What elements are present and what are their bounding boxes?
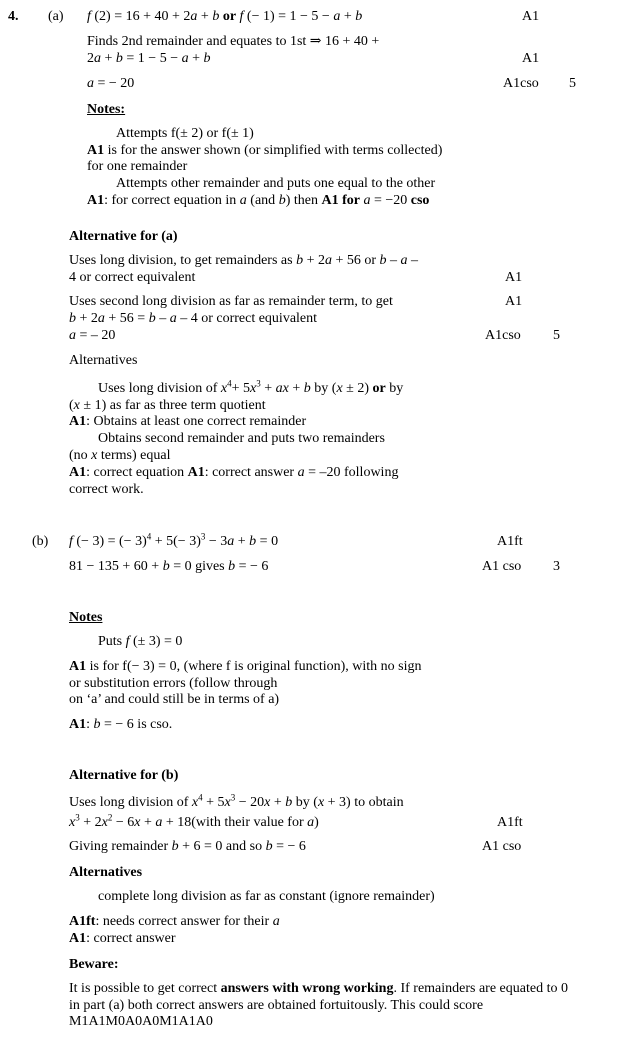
alt-b-alt-3: A1: correct answer (69, 931, 176, 946)
alt-b-alt-1: complete long division as far as constant (ignore remainder) (98, 889, 435, 904)
part-a-line1: f (2) = 16 + 40 + 2a + b or f (− 1) = 1 − 5 − a + b (87, 9, 363, 24)
alt-b-line1: Uses long division of $x^4 + 5x^3 - 20x + b$ by (x + 3) to obtain (69, 792, 404, 810)
mark-a-3: A1cso (503, 76, 539, 91)
part-b-line1: f (− 3) = (− $3)^4 + 5(- 3)^3 - 3a + b = 0$ (69, 531, 279, 549)
note-b-1: Puts f (± 3) = 0 (98, 634, 183, 649)
note-b-5: A1: b = − 6 is cso. (69, 717, 173, 732)
part-b-line2: 81 − 135 + 60 + b = 0 gives b = − 6 (69, 559, 269, 574)
note-b-4: on ‘a’ and could still be in terms of a) (69, 692, 280, 707)
note-a-4: Attempts other remainder and puts one equal to the other (116, 176, 436, 191)
alt-b-line3: Giving remainder b + 6 = 0 and so b = − 6 (69, 839, 306, 854)
total-alt-a: 5 (553, 328, 560, 343)
alt-a-alt-2: (x ± 1) as far as three term quotient (69, 398, 266, 413)
beware-line3: M1A1M0A0A0M1A1A0 (69, 1014, 213, 1029)
note-a-1: Attempts f(± 2) or f(± 1) (116, 126, 254, 141)
alt-a-alt-1: Uses long division of $x^4+ 5x^3$ + ax + b by (x ± 2) or by (98, 378, 404, 396)
mark-alt-a-2: A1 (505, 294, 523, 309)
note-b-3: or substitution errors (follow through (69, 676, 278, 691)
alt-a-alt-5: (no x terms) equal (69, 448, 171, 463)
note-a-5: A1: for correct equation in a (and b) then A1 for a = −20 cso (87, 193, 430, 208)
notes-a-heading: Notes: (87, 102, 126, 117)
alt-a-line3: Uses second long division as far as remainder term, to get (69, 294, 393, 309)
part-a-label: (a) (48, 9, 64, 24)
notes-b-heading: Notes (69, 610, 103, 625)
alt-a-line4: b + 2a + 56 = b – a – 4 or correct equivalent (69, 311, 318, 326)
alt-a-alt-7: correct work. (69, 482, 144, 497)
beware-line2: in part (a) both correct answers are obtained fortuitously. This could score (69, 998, 484, 1013)
alt-a-line5: a = – 20 (69, 328, 116, 343)
alt-a-alt-4: Obtains second remainder and puts two remainders (98, 431, 385, 446)
total-b: 3 (553, 559, 560, 574)
alt-a-line1: Uses long division, to get remainders as b + 2a + 56 or b – a – (69, 253, 419, 268)
mark-alt-b-2: A1 cso (482, 839, 522, 854)
alt-b-heading: Alternative for (b) (69, 768, 179, 783)
note-a-3: for one remainder (87, 159, 188, 174)
part-a-line2a: Finds 2nd remainder and equates to 1st ⇒ 16 + 40 + (87, 34, 380, 49)
question-number: 4. (8, 9, 19, 24)
alt-a-line2: 4 or correct equivalent (69, 270, 196, 285)
alt-b-alternatives-label: Alternatives (69, 865, 143, 880)
total-a: 5 (569, 76, 576, 91)
part-a-line2b: 2a + b = 1 − 5 − a + b (87, 51, 211, 66)
note-b-2: A1 is for f(− 3) = 0, (where f is original function), with no sign (69, 659, 422, 674)
beware-heading: Beware: (69, 957, 119, 972)
beware-line1: It is possible to get correct answers with wrong working. If remainders are equated to 0 (69, 981, 568, 996)
alt-a-alternatives-label: Alternatives (69, 353, 138, 368)
mark-alt-a-1: A1 (505, 270, 523, 285)
mark-alt-b-1: A1ft (497, 815, 523, 830)
alt-a-alt-3: A1: Obtains at least one correct remainder (69, 414, 307, 429)
mark-b-1: A1ft (497, 534, 523, 549)
note-a-2: A1 is for the answer shown (or simplified with terms collected) (87, 143, 443, 158)
mark-a-1: A1 (522, 9, 540, 24)
alt-a-heading: Alternative for (a) (69, 229, 178, 244)
part-b-label: (b) (32, 534, 49, 549)
alt-b-alt-2: A1ft: needs correct answer for their a (69, 914, 280, 929)
mark-alt-a-3: A1cso (485, 328, 521, 343)
alt-b-line2: $x^3 + 2x^2 - 6x + a$ + 18(with their value for a) (69, 812, 319, 830)
alt-a-alt-6: A1: correct equation A1: correct answer a = –20 following (69, 465, 399, 480)
mark-b-2: A1 cso (482, 559, 522, 574)
mark-a-2: A1 (522, 51, 540, 66)
part-a-line3: a = − 20 (87, 76, 135, 91)
